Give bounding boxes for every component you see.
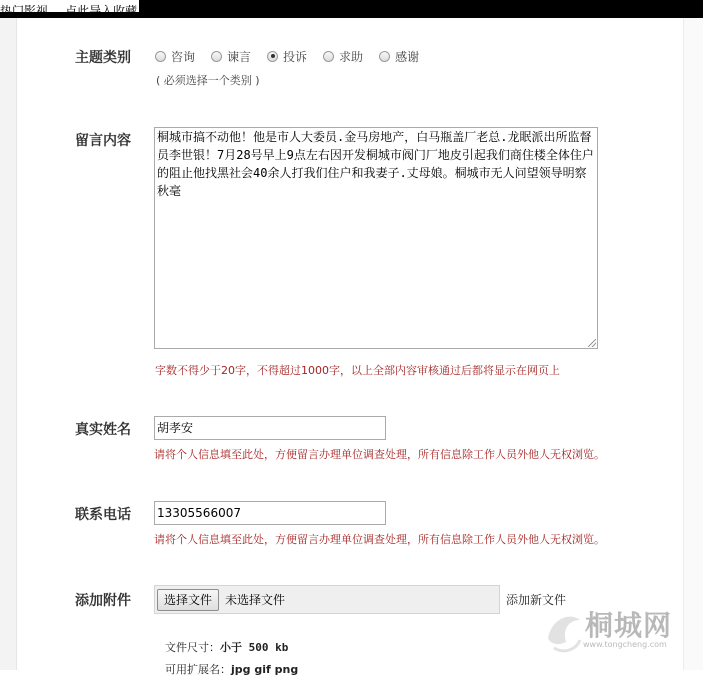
hot-movies-link[interactable]: 热门影视 — [0, 4, 49, 18]
category-option-help[interactable] — [323, 48, 363, 65]
watermark-site-name: 桐城网 — [585, 609, 673, 642]
category-label: 主题类别 — [75, 50, 131, 66]
file-size-value: 小于 500 kb — [220, 641, 289, 654]
option-label: 感谢 — [395, 49, 420, 64]
file-size-label: 文件尺寸： — [165, 641, 220, 654]
file-ext-label: 可用扩展名： — [165, 663, 231, 676]
phone-hint: 请将个人信息填至此处，方便留言办理单位调查处理，所有信息除工作人员外他人无权浏览。 — [154, 533, 605, 546]
option-label: 谏言 — [227, 49, 252, 64]
resize-handle-icon[interactable] — [588, 339, 596, 347]
category-option-thanks[interactable] — [379, 48, 419, 65]
choose-file-button[interactable]: 选择文件 — [157, 589, 219, 611]
file-ext-info — [165, 661, 298, 677]
phone-input[interactable]: 13305566007 — [154, 501, 386, 525]
name-label: 真实姓名 — [75, 422, 131, 438]
category-option-complaint[interactable] — [267, 48, 307, 65]
attachment-label: 添加附件 — [75, 593, 131, 609]
message-text: 桐城市搞不动他！他是市人大委员.金马房地产，白马瓶盖厂老总.龙眠派出所监督员李世银！7月28号早上9点左右因开发桐城市阀门厂地皮引起我们商住楼全体住户的阻止他找黑社会40余人打我们住户和我妻子.丈母娘。桐城市无人问望领导明察秋毫 — [157, 130, 594, 198]
message-hint: 字数不得少于20字，不得超过1000字，以上全部内容审核通过后都将显示在网页上 — [155, 364, 560, 377]
right-margin — [683, 18, 703, 670]
phone-label: 联系电话 — [75, 507, 131, 523]
category-radio-group — [155, 47, 435, 65]
radio-button[interactable] — [211, 51, 222, 62]
file-ext-value: jpg gif png — [231, 663, 299, 676]
left-margin — [0, 18, 17, 670]
top-bar — [0, 0, 703, 18]
file-status: 未选择文件 — [225, 593, 286, 607]
category-option-consult[interactable] — [155, 48, 195, 65]
name-hint: 请将个人信息填至此处，方便留言办理单位调查处理，所有信息除工作人员外他人无权浏览。 — [154, 448, 605, 461]
category-required-note: ( 必须选择一个类别 ) — [156, 74, 260, 87]
category-option-advice[interactable] — [211, 48, 251, 65]
watermark-site-url: www.tongcheng.com — [583, 640, 667, 649]
message-textarea[interactable] — [154, 127, 598, 349]
import-favorites-link[interactable]: 点此导入收藏 — [65, 4, 138, 18]
option-label: 咨询 — [171, 49, 196, 64]
top-links — [0, 0, 139, 18]
radio-button[interactable] — [155, 51, 166, 62]
add-new-file-link[interactable]: 添加新文件 — [506, 593, 567, 607]
name-input[interactable]: 胡孝安 — [154, 416, 386, 440]
radio-button[interactable] — [323, 51, 334, 62]
radio-button-selected[interactable] — [267, 51, 278, 62]
option-label: 求助 — [339, 49, 364, 64]
file-chooser[interactable] — [154, 585, 500, 614]
option-label: 投诉 — [283, 49, 308, 64]
file-size-info — [165, 639, 288, 655]
radio-button[interactable] — [379, 51, 390, 62]
message-label: 留言内容 — [75, 133, 131, 149]
